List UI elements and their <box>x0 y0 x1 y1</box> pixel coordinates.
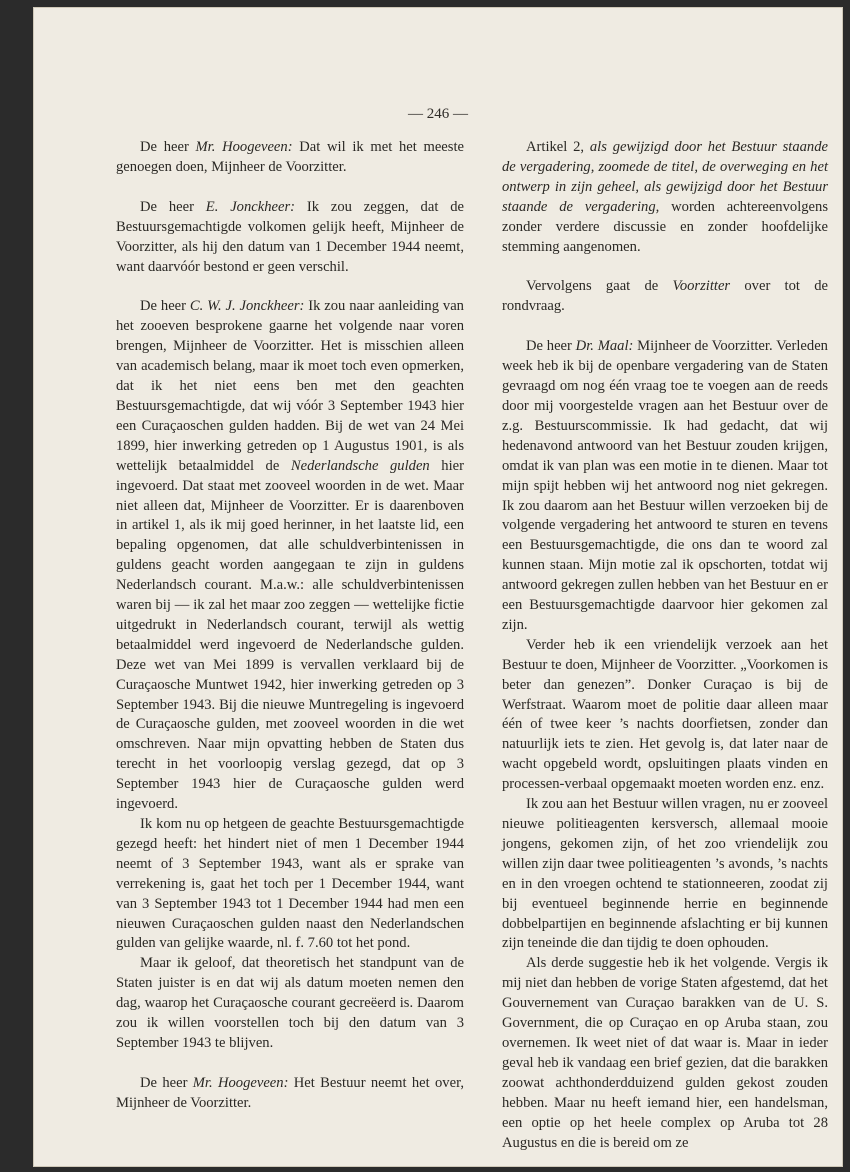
italic-text: Mr. Hoogeveen: <box>192 1074 289 1091</box>
text-run: over tot de rondvraag. <box>502 278 829 315</box>
text-run: Ik zou naar aanleiding van het zooeven besprokene gaarne het volgende naar voren brengen, Mijnheer de Voorzitter. Het is misschien alleen van academisch belang, maar ik moet toch even opmerken, dat ik het niet eens ben met den geachten Bestuursgemachtigde, dat wij vóór 3 September 1943 hier een Curaçaoschen gulden hadden. Bij de wet van 24 Mei 1899, hier inwerking getreden op 1 Augustus 1901, is als wettelijk betaalmiddel de <box>116 298 464 474</box>
text-run: Mijnheer de Voorzitter. Verleden week heb ik bij de openbare vergadering van de Staten gevraagd om nog één vraag toe te voegen aan de reeds door mij voorgestelde vragen aan het Bestuur over de z.g. Bestuurscommissie. Ik had gedacht, dat wij hedenavond antwoord van het Bestuur zouden krijgen, omdat ik van plan was een motie in te dienen. Maar tot mijn spijt hebben wij het antwoord nog niet gekregen. Ik zou daarom aan het Bestuur willen verzoeken bij de volgende vergadering het antwoord te sturen en tevens een Bestuursgemachtigde, die ons dan te woord zal kunnen staan. Mijn motie zal ik opschorten, totdat wij antwoord gekregen zullen hebben van het Bestuur en er een Bestuursgemachtigde daarvoor hier gekomen zal zijn. <box>502 338 828 633</box>
text-run: De heer <box>140 198 206 215</box>
italic-text: Mr. Hoogeveen: <box>195 139 293 155</box>
paragraph <box>502 138 828 257</box>
paragraph <box>502 795 828 954</box>
left-column <box>116 138 464 1114</box>
paragraph <box>116 198 464 278</box>
text-run: Verder heb ik een vriendelijk verzoek aan het Bestuur te doen, Mijnheer de Voorzitter. „Voorkomen is beter dan genezen”. Donker Curaçao is bij de Werfstraat. Waarom moet de politie daar alleen maar één of twee keer ’s nachts doorfietsen, zonder dan natuurlijk iets te zien. Het gevolg is, dat later naar de wacht opgebeld wordt, opsluitingen plaats vinden en processen-verbaal opgemaakt moeten worden enz. enz. <box>502 636 828 793</box>
text-run: Ik kom nu op hetgeen de geachte Bestuursgemachtigde gezegd heeft: het hindert niet of men 1 December 1944 neemt of 3 September 1943, want als er sprake van verrekening is, gaat het toch per 1 December 1944, want van 3 September 1943 tot 1 December 1944 had men een nieuwen Curaçaoschen gulden naast den Nederlandschen gulden van gelijke waarde, nl. f. 7.60 tot het pond. <box>116 816 464 952</box>
paragraph <box>116 1074 464 1114</box>
right-column <box>502 138 828 1153</box>
italic-text: als gewijzigd door het Bestuur staande de vergadering, zoomede de titel, de overweging en het ontwerp in zijn geheel, als gewijzigd door het Bestuur staande de vergadering, <box>502 139 828 215</box>
text-run: Maar ik geloof, dat theoretisch het standpunt van de Staten juister is en dat wij als datum moeten nemen den dag, waarop het Curaçaosche courant gecreëerd is. Daarom zou ik willen voorstellen toch bij den datum van 3 September 1943 te blijven. <box>116 955 464 1051</box>
page-number: — 246 — <box>408 106 468 122</box>
paragraph <box>116 138 464 178</box>
italic-text: Nederlandsche gulden <box>290 457 430 474</box>
paragraph <box>116 815 464 954</box>
paragraph <box>502 337 828 636</box>
text-run: Ik zou zeggen, dat de Bestuursgemachtigde volkomen gelijk heeft, Mijnheer de Voorzitter, als hij den datum van 1 December 1944 neemt, want daarvóór bestond er geen verschil. <box>116 198 464 275</box>
text-run: De heer <box>526 338 576 355</box>
text-run: Als derde suggestie heb ik het volgende. Vergis ik mij niet dan hebben de vorige Staten afgestemd, dat het Gouvernement van Curaçao barakken van de U. S. Government, die op Curaçao en op Aruba staan, zou overnemen. Ik weet niet of dat waar is. Maar in ieder geval heb ik vandaag een brief gezien, dat die barakken zoowat achthonderdduizend gulden gekost zouden hebben. Maar nu heeft iemand hier, een handelsman, een optie op het heele complex op Aruba tot 28 Augustus en die is bereid om ze <box>502 955 828 1151</box>
text-run: De heer <box>140 298 190 315</box>
text-run: Artikel 2, <box>526 139 590 155</box>
paragraph <box>502 954 828 1153</box>
paragraph <box>116 954 464 1054</box>
document-page <box>34 8 842 1166</box>
paragraph <box>502 636 828 795</box>
text-run: Het Bestuur neemt het over, Mijnheer de Voorzitter. <box>116 1074 464 1111</box>
paragraph <box>502 277 828 317</box>
italic-text: Dr. Maal: <box>575 338 634 355</box>
paragraph <box>116 297 464 815</box>
italic-text: C. W. J. Jonckheer: <box>189 298 305 315</box>
text-run: hier ingevoerd. Dat staat met zooveel woorden in de wet. Maar niet alleen dat, Mijnheer de Voorzitter. Er is daarenboven in artikel 1, als ik mij goed herinner, in het laatste lid, een bepaling opgenomen, dat alle schuldverbintenissen in guldens geacht worden aangegaan te zijn in guldens Nederlandsch courant. M.a.w.: alle schuldverbintenissen waren bij — ik zal het maar zoo zeggen — wettelijke fictie uitgedrukt in Nederlandsch courant, terwijl als wettig betaalmiddel werd ingevoerd de Nederlandsche gulden. Deze wet van Mei 1899 is vervallen verklaard bij de Curaçaosche Muntwet 1942, hier inwerking getreden op 3 September 1943. Bij die nieuwe Muntregeling is ingevoerd de Curaçaosche gulden, met zooveel woorden in die wet omschreven. Naar mijn opvatting hebben de Staten dus terecht in het voorloopig verslag gezegd, dat op 3 September 1943 hier de Curaçaosche gulden werd ingevoerd. <box>116 457 464 813</box>
text-run: Ik zou aan het Bestuur willen vragen, nu er zooveel nieuwe politieagenten kersversch, allemaal mooie jongens, gekomen zijn, of het zoo vriendelijk zou willen zijn daar twee politieagenten ’s avonds, ’s nachts en in den vroegen ochtend te stationneeren, zoodat zij bij eventueel beginnende herrie en beginnende dobbelpartijen en beginnende afslachting er bij kunnen zijn teneinde die dan tijdig te doen ophouden. <box>502 796 828 952</box>
text-run: Vervolgens gaat de <box>526 278 673 295</box>
italic-text: Voorzitter <box>672 278 731 295</box>
italic-text: E. Jonckheer: <box>205 198 296 215</box>
text-run: worden achtereenvolgens zonder verdere discussie en zonder hoofdelijke stemming aangenomen. <box>502 198 828 255</box>
text-run: De heer <box>140 139 196 155</box>
text-run: De heer <box>140 1074 193 1091</box>
text-run: Dat wil ik met het meeste genoegen doen, Mijnheer de Voorzitter. <box>116 139 464 175</box>
